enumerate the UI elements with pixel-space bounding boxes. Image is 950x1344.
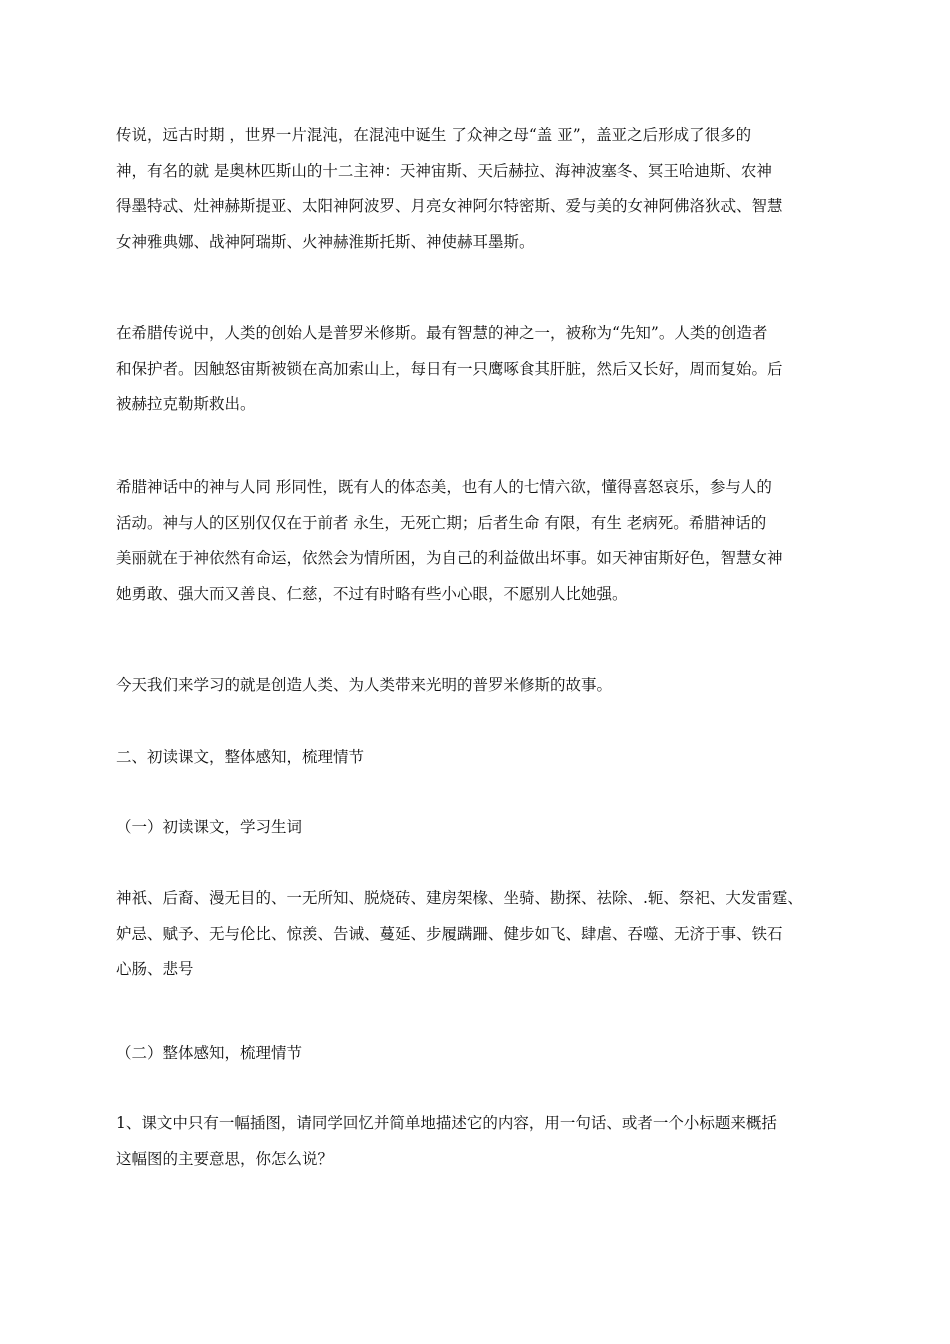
text-line: 神，有名的就 是奥林匹斯山的十二主神：天神宙斯、天后赫拉、海神波塞冬、冥王哈迪斯、农神 bbox=[116, 161, 772, 180]
section-heading bbox=[116, 740, 852, 776]
text-line: 今天我们来学习的就是创造人类、为人类带来光明的普罗米修斯的故事。 bbox=[116, 676, 613, 694]
text-line: 被赫拉克勒斯救出。 bbox=[116, 395, 256, 413]
text-line: 神祇、后裔、漫无目的、一无所知、脱烧砖、建房架椽、坐骑、勘探、祛除、.轭、祭祀、大发雷霆、 bbox=[116, 889, 803, 907]
text-line: 她勇敢、强大而又善良、仁慈，不过有时略有些小心眼，不愿别人比她强。 bbox=[116, 584, 628, 603]
text-line: 美丽就在于神依然有命运，依然会为情所困，为自己的利益做出坏事。如天神宙斯好色，智慧女神 bbox=[116, 549, 783, 567]
text-line: 这幅图的主要意思，你怎么说？ bbox=[116, 1149, 334, 1168]
text-line: 活动。神与人的区别仅仅在于前者 永生，无死亡期；后者生命 有限，有生 老病死。希腊神话的 bbox=[116, 513, 767, 532]
question-paragraph bbox=[116, 1106, 852, 1177]
text-line: 1、课文中只有一幅插图，请同学回忆并简单地描述它的内容，用一句话、或者一个小标题来概括 bbox=[116, 1114, 777, 1132]
text-line: 得墨特忒、灶神赫斯提亚、太阳神阿波罗、月亮女神阿尔特密斯、爱与美的女神阿佛洛狄忒、智慧 bbox=[116, 197, 783, 215]
text-line: 和保护者。因触怒宙斯被锁在高加索山上，每日有一只鹰啄食其肝脏，然后又长好，周而复始。后 bbox=[116, 359, 783, 378]
heading-text: （二）整体感知，梳理情节 bbox=[116, 1044, 303, 1062]
vocabulary-list bbox=[116, 881, 856, 988]
text-line: 妒忌、赋予、无与伦比、惊羡、告诫、蔓延、步履蹒跚、健步如飞、肆虐、吞噬、无济于事、铁石 bbox=[116, 924, 783, 943]
heading-text: 二、初读课文，整体感知，梳理情节 bbox=[116, 748, 365, 766]
heading-text: （一）初读课文，学习生词 bbox=[116, 818, 303, 836]
intro-paragraph-gods bbox=[116, 118, 852, 260]
text-line: 传说，远古时期 ，世界一片混沌，在混沌中诞生 了众神之母“盖 亚”，盖亚之后形成了很多的 bbox=[116, 126, 752, 144]
text-line: 女神雅典娜、战神阿瑞斯、火神赫淮斯托斯、神使赫耳墨斯。 bbox=[116, 232, 535, 251]
text-line: 心肠、悲号 bbox=[116, 960, 194, 978]
text-line: 在希腊传说中，人类的创始人是普罗米修斯。最有智慧的神之一，被称为“先知”。人类的创造者 bbox=[116, 324, 768, 342]
paragraph-today bbox=[116, 668, 852, 704]
text-line: 希腊神话中的神与人同 形同性，既有人的体态美，也有人的七情六欲，懂得喜怒哀乐，参与人的 bbox=[116, 478, 772, 496]
subsection-heading-vocabulary bbox=[116, 810, 852, 846]
paragraph-prometheus bbox=[116, 316, 852, 423]
subsection-heading-perception bbox=[116, 1036, 852, 1072]
paragraph-greek-myths bbox=[116, 470, 852, 612]
